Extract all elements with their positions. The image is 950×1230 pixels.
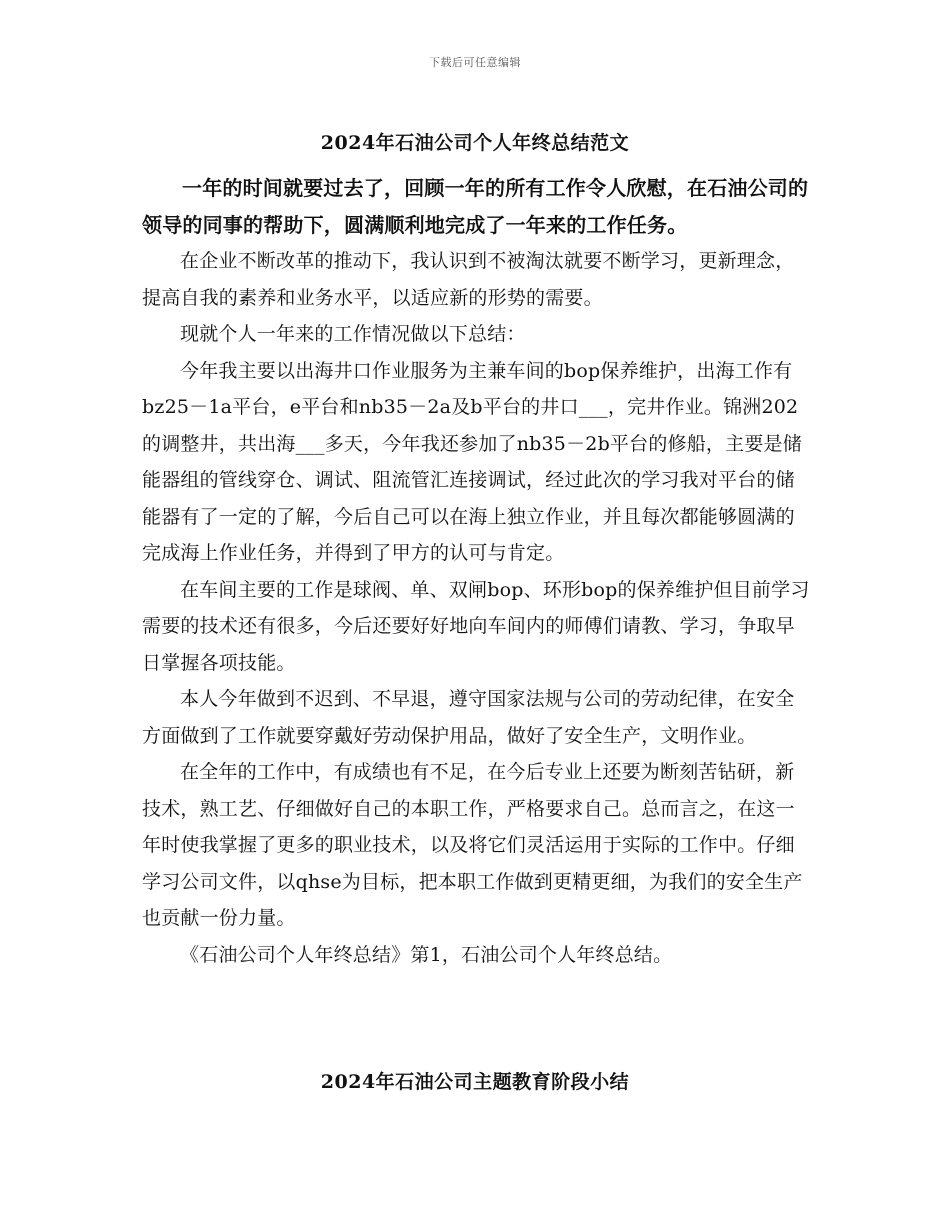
section-title: 2024年石油公司主题教育阶段小结 — [320, 1071, 630, 1093]
document-title: 2024年石油公司个人年终总结范文 — [320, 132, 630, 154]
header-note: 下载后可任意编辑 — [429, 56, 521, 69]
document-body — [142, 170, 812, 973]
body-paragraph: 在企业不断改革的推动下，我认识到不被淘汰就要不断学习，更新理念，提高自我的素养和业务水平，以适应新的形势的需要。 — [142, 250, 795, 309]
body-paragraph: 《石油公司个人年终总结》第1，石油公司个人年终总结。 — [180, 943, 673, 966]
body-paragraph: 在车间主要的工作是球阀、单、双闸bop、环形bop的保养维护但目前学习需要的技术还有很多，今后还要好好地向车间内的师傅们请教、学习，争取早日掌握各项技能。 — [142, 578, 810, 674]
intro-paragraph: 一年的时间就要过去了，回顾一年的所有工作令人欣慰，在石油公司的领导的同事的帮助下，圆满顺利地完成了一年来的工作任务。 — [142, 176, 809, 237]
body-paragraph: 在全年的工作中，有成绩也有不足，在今后专业上还要为断刻苦钻研，新技术，熟工艺、仔细做好自己的本职工作，严格要求自己。总而言之，在这一年时使我掌握了更多的职业技术，以及将它们灵活运用于实际的工作中。仔细学习公司文件，以qhse为目标，把本职工作做到更精更细，为我们的安全生产也贡献一份力量。 — [142, 761, 803, 929]
body-paragraph: 本人今年做到不迟到、不早退，遵守国家法规与公司的劳动纪律，在安全方面做到了工作就要穿戴好劳动保护用品，做好了安全生产，文明作业。 — [142, 688, 795, 747]
body-paragraph: 今年我主要以出海井口作业服务为主兼车间的bop保养维护，出海工作有bz25－1a平台，e平台和nb35－2a及b平台的井口___，完井作业。锦洲202的调整井，共出海___多天，今年我还参加了nb35－2b平台的修船，主要是储能器组的管线穿仓、调试、阻流管汇连接调试，经过此次的学习我对平台的储能器有了一定的了解，今后自己可以在海上独立作业，并且每次都能够圆满的完成海上作业任务，并得到了甲方的认可与肯定。 — [142, 359, 802, 564]
body-paragraph: 现就个人一年来的工作情况做以下总结： — [180, 323, 526, 345]
